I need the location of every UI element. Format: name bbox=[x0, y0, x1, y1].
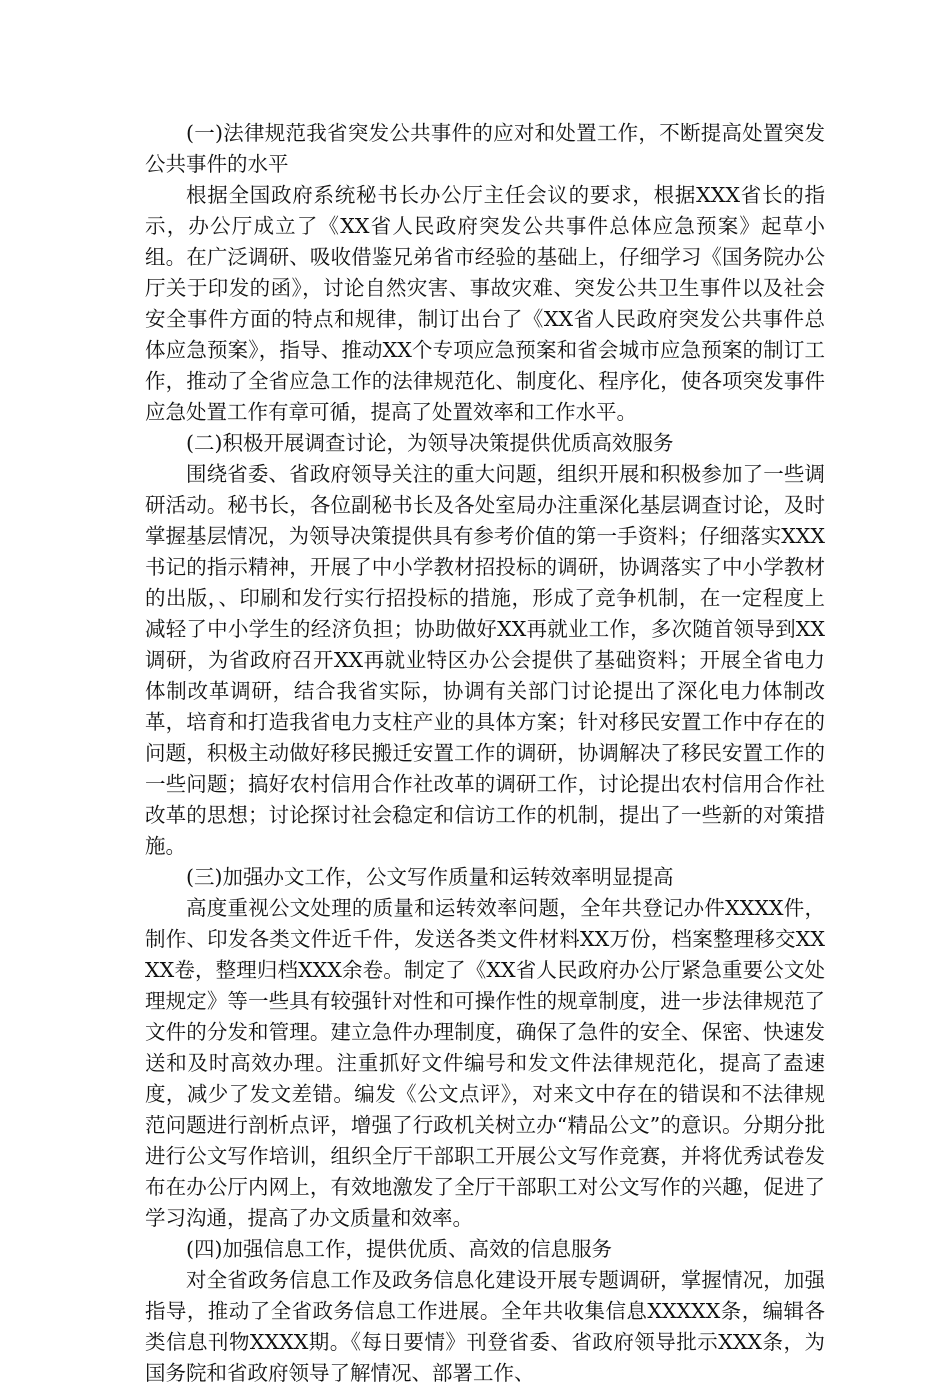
section-heading-4: (四)加强信息工作，提供优质、高效的信息服务 bbox=[186, 1237, 612, 1261]
section-body-3: 高度重视公文处理的质量和运转效率问题，全年共登记办件XXXX件，制作、印发各类文件近千件，发送各类文件材料XX万份，档案整理移交XXXX卷，整理归档XXX余卷。制定了《XX省人民政府办公厅紧急重要公文处理规定》等一些具有较强针对性和可操作性的规章制度，进一步法律规范了文件的分发和管理。建立急件办理制度，确保了急件的安全、保密、快速发送和及时高效办理。注重抓好文件编号和发文件法律规范化，提高了盍速度，减少了发文差错。编发《公文点评》，对来文中存在的错误和不法律规范问题进行剖析点评，增强了行政机关树立办“精品公文”的意识。分期分批进行公文写作培训，组织全厅干部职工开展公文写作竞赛，并将优秀试卷发布在办公厅内网上，有效地激发了全厅干部职工对公文写作的兴趣，促进了学习沟通，提高了办文质量和效率。 bbox=[145, 896, 825, 1230]
section-heading-2: (二)积极开展调查讨论，为领导决策提供优质高效服务 bbox=[186, 431, 674, 455]
section-body-2: 围绕省委、省政府领导关注的重大问题，组织开展和积极参加了一些调研活动。秘书长，各位副秘书长及各处室局办注重深化基层调查讨论，及时掌握基层情况，为领导决策提供具有参考价值的第一手资料；仔细落实XXX书记的指示精神，开展了中小学教材招投标的调研，协调落实了中小学教材的出版，、印刷和发行实行招投标的措施，形成了竞争机制，在一定程度上减轻了中小学生的经济负担；协助做好XX再就业工作，多次随首领导到XX调研，为省政府召开XX再就业特区办公会提供了基础资料；开展全省电力体制改革调研，结合我省实际，协调有关部门讨论提出了深化电力体制改革，培育和打造我省电力支柱产业的具体方案；针对移民安置工作中存在的问题，积极主动做好移民搬迁安置工作的调研，协调解决了移民安置工作的一些问题；搞好农村信用合作社改革的调研工作，讨论提出农村信用合作社改革的思想；讨论探讨社会稳定和信访工作的机制，提出了一些新的对策措施。 bbox=[145, 462, 825, 858]
section-heading-1: (一)法律规范我省突发公共事件的应对和处置工作，不断提高处置突发公共事件的水平 bbox=[145, 121, 825, 176]
section-heading-3: (三)加强办文工作，公文写作质量和运转效率明显提高 bbox=[186, 865, 674, 889]
section-body-4: 对全省政务信息工作及政务信息化建设开展专题调研，掌握情况，加强指导，推动了全省政务信息工作进展。全年共收集信息XXXXX条，编辑各类信息刊物XXXX期。《每日要情》刊登省委、省政府领导批示XXX条，为国务院和省政府领导了解情况、部署工作、 bbox=[145, 1268, 825, 1385]
section-body-1: 根据全国政府系统秘书长办公厅主任会议的要求，根据XXX省长的指示，办公厅成立了《XX省人民政府突发公共事件总体应急预案》起草小组。在广泛调研、吸收借鉴兄弟省市经验的基础上，仔细学习《国务院办公厅关于印发的函》，讨论自然灾害、事故灾难、突发公共卫生事件以及社会安全事件方面的特点和规律，制订出台了《XX省人民政府突发公共事件总体应急预案》，指导、推动XX个专项应急预案和省会城市应急预案的制订工作，推动了全省应急工作的法律规范化、制度化、程序化，使各项突发事件应急处置工作有章可循，提高了处置效率和工作水平。 bbox=[145, 183, 825, 424]
document-body bbox=[145, 118, 825, 1389]
